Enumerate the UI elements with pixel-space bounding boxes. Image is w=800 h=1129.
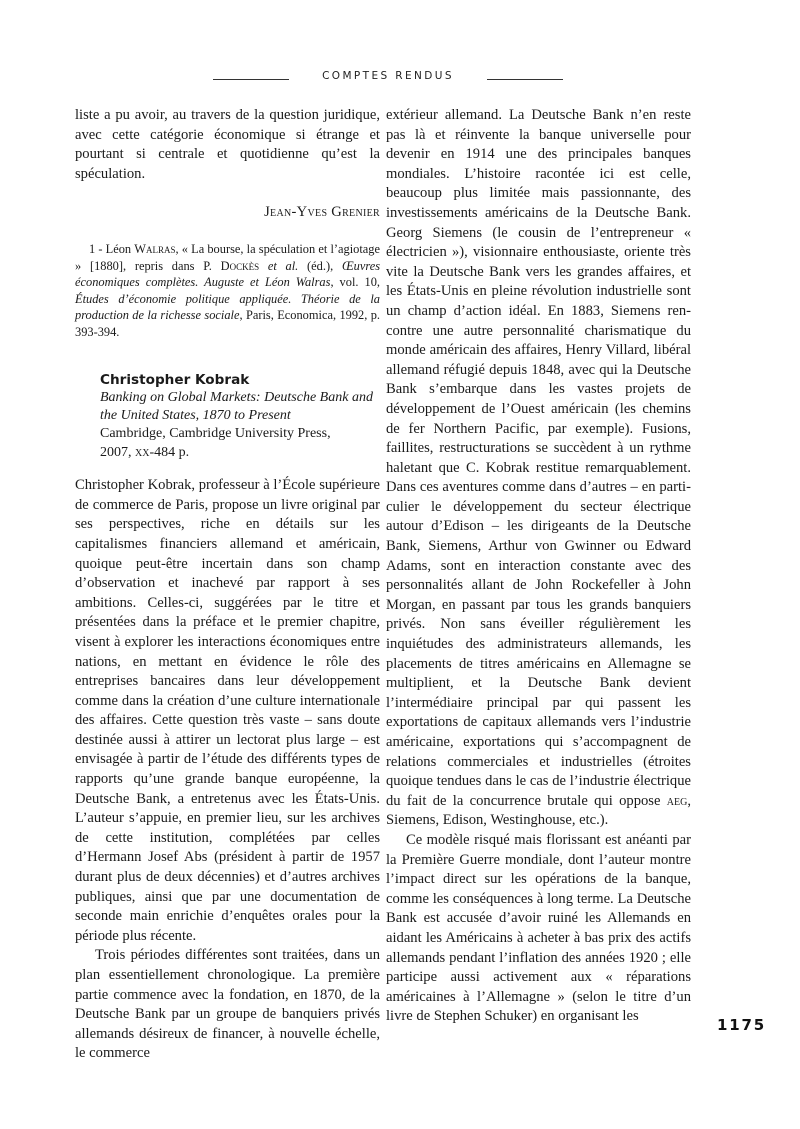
paragraph-text: , Siemens, Edison, Westinghouse, etc.). <box>386 792 691 829</box>
aeg-abbreviation: aeg <box>666 792 688 809</box>
header-rule-right <box>487 79 563 80</box>
review-paragraph-2: Trois périodes différentes sont traitées, dans un plan essentiellement chronologique. La première partie commence avec la fondation, en 1870, de la Deutsche Bank par un groupe de banquiers privés allemands désireux de financer, à nouvelle échelle, le commerce <box>75 947 380 1062</box>
footnote-author: Walras <box>134 241 176 256</box>
book-year: 2007, <box>100 444 135 460</box>
paragraph-text: extérieur allemand. La Deutsche Bank n’en reste pas là et réinvente la banque universelle pour devenir en 1914 une des principales banques mondiales. L’histoire racontée ici est celle, beaucoup plus limitée mais passionnante, des investissements américains de la Deutsche Bank. Georg Siemens (le cousin de l’entrepreneur « électricien »), visionnaire enthousiaste, oriente très vite la Deutsche Bank vers les grandes affaires, et les États-Unis en pleine révolution industrielle sont un champ d’action idéal. En 1883, Siemens rencontre une autre personnalité charismatique du monde américain des affaires, Henry Villard, libéral allemand réfugié depuis 1848, avec qui la Deutsche Bank s’embarque dans les vastes projets de développement de l’Ouest américain (les chemins de fer Northern Pacific, par exemple). Fusions, faillites, restructurations se succèdent à un rythme haletant que C. Kobrak restitue remarquablement. Dans ces aventures comme dans d’autres – en particulier le développement du secteur électrique autour d’Edison – les dirigeants de la Deutsche Bank, Siemens, Arthur von Gwinner ou Edward Adams, sont en interaction constante avec des personnalités allant de John Rockefeller à John Morgan, en passant par tous les grands banquiers privés. Non sans éveiller régulièrement les inquiétudes des administrateurs allemands, les placements de titres américains en Allemagne se multiplient, et la Deutsche Bank devient l’intermédiaire principal par qui passent les exportations de capitaux allemands vers l’industrie américaine, exportations qui s’accompagnent de relations commerciales et industrielles (étroites quoique tendues dans le cas de l’industrie électrique du fait de la concurrence brutale qui oppose <box>386 107 691 809</box>
book-reference <box>100 371 380 463</box>
book-pages: -484 p. <box>149 444 190 460</box>
footnote-etal: et al. <box>259 258 299 273</box>
footnote-number: 1 <box>89 241 96 256</box>
footnote-text: - Léon <box>95 241 135 256</box>
previous-review-closing: liste a pu avoir, au travers de la question juridique, avec cette catégorie économique si étrange et pourtant si centrale et quotidienne qu’est la spéculation. <box>75 107 380 182</box>
reviewer-signature: Jean-Yves Grenier <box>264 204 380 221</box>
book-publisher: Cambridge, Cambridge University Press, <box>100 426 331 442</box>
book-author: Christopher Kobrak <box>100 371 250 388</box>
left-column <box>75 106 380 1064</box>
footnote-text: (éd.), <box>298 258 342 273</box>
footnote-title: Études d’économie politique appliquée. Théorie de la production de la richesse sociale <box>75 291 380 323</box>
running-header <box>0 70 800 90</box>
header-rule-left <box>213 79 289 80</box>
review-paragraph-3: Ce modèle risqué mais florissant est anéanti par la Première Guerre mondiale, dont l’auteur montre l’impact direct sur les opérations de la banque, comme les conséquences à long terme. La Deutsche Bank est accusée d’avoir ruiné les Allemands en aidant les Américains à acheter à bas prix des actifs allemands pendant l’inflation des années 1920 ; elle participe aussi activement aux « réparations américaines à l’Allemagne » (selon le titre d’un livre de Stephen Schuker) en organisant les <box>386 831 691 1025</box>
footnote-text: , vol. 10, <box>330 275 380 290</box>
footnote-1 <box>75 241 380 341</box>
footnote-author: Dockès <box>220 258 260 273</box>
footnote-title: Œuvres économiques complètes. Auguste et Léon Walras <box>75 258 381 290</box>
book-roman-pages: xx <box>135 444 150 460</box>
footnote-text: , Paris, Economica, 1992, p. 393-394. <box>75 308 380 339</box>
review-paragraph-2-continued <box>386 106 691 831</box>
book-title: Banking on Global Markets: Deutsche Bank and the United States, 1870 to Present <box>100 389 373 423</box>
right-column <box>386 106 691 1027</box>
footnote-text: , « La bourse, la spéculation et l’agiotage » [1880], repris dans P. <box>75 241 380 273</box>
page-number: 1175 <box>717 1016 766 1034</box>
section-title: COMPTES RENDUS <box>322 70 454 82</box>
review-paragraph-1: Christopher Kobrak, professeur à l’École supérieure de commerce de Paris, propose un livre original par ses perspectives, riche en détails sur les capitalismes financiers allemand et américain, quoique peut-être incertain dans son champ d’observation et inachevé par rapport à ses ambitions. Celles-ci, suggérées par le titre et présentées dans la préface et le premier chapitre, visent à explorer les interactions économiques entre nations, en mettant en évidence le rôle des entreprises bancaires dans leur développement comme dans la création d’une culture internationale des affaires. Cette question très vaste – sans doute destinée aussi à attirer un lectorat plus large – est envisagée à partir de l’étude des différents types de rapports qu’une grande banque européenne, la Deutsche Bank, a entretenus avec les États-Unis. L’auteur s’appuie, en premier lieu, sur les archives de cette institution, complétées par celles d’Hermann Josef Abs (président à partir de 1957 durant plus de deux décennies) et d’autres archives publiques, ainsi que par une documentation de seconde main enrichie d’enquêtes orales pour la période plus récente. <box>75 477 380 944</box>
book-year-pages <box>100 444 380 462</box>
